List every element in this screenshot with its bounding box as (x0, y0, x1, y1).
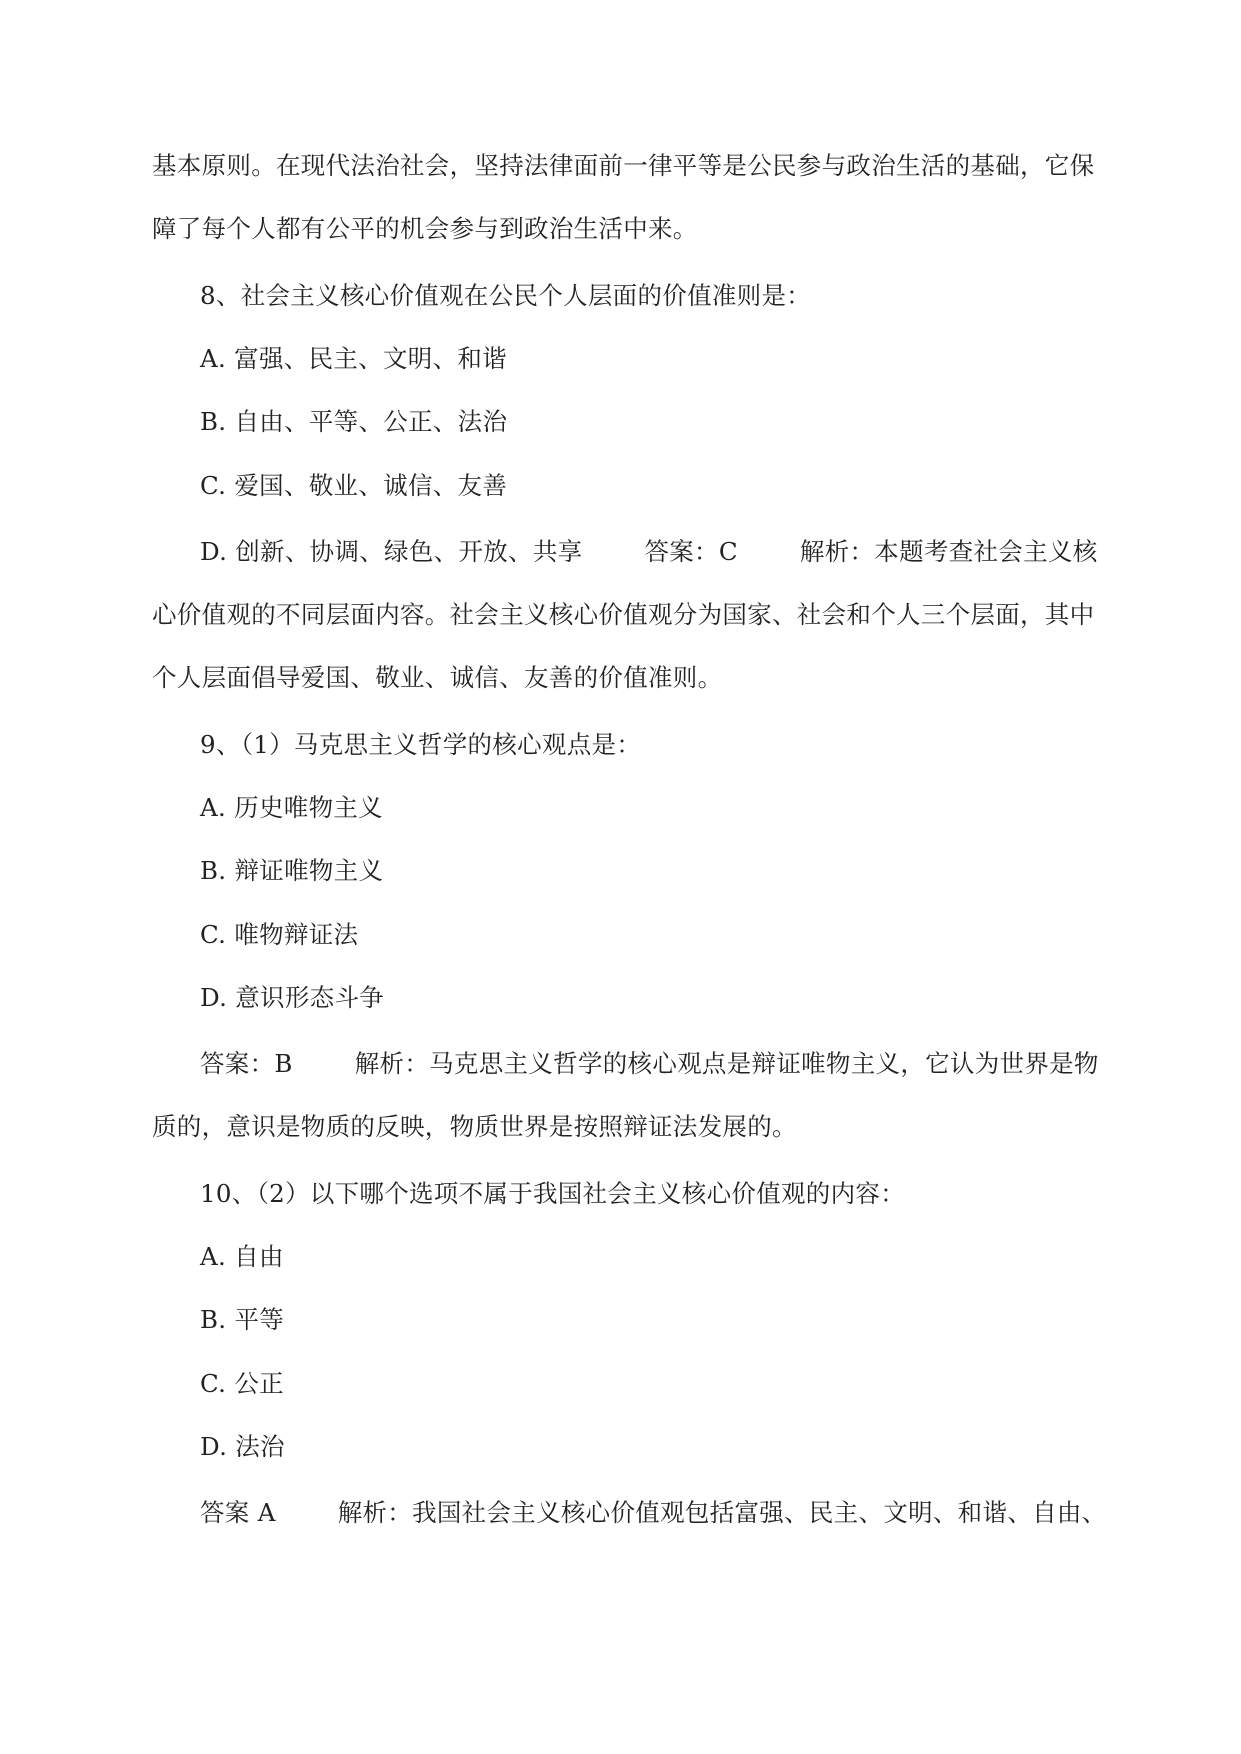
q10-answer: 答案 A (200, 1498, 276, 1527)
q9-answer-line (200, 1042, 1140, 1086)
q10-option-b: B. 平等 (200, 1305, 285, 1334)
question-8: 8、社会主义核心价值观在公民个人层面的价值准则是： (200, 281, 812, 310)
q8-option-c: C. 爱国、敬业、诚信、友善 (200, 471, 508, 500)
q10-option-c: C. 公正 (200, 1369, 284, 1398)
paragraph-line: 基本原则。在现代法治社会，坚持法律面前一律平等是公民参与政治生活的基础，它保 (152, 151, 1095, 180)
q8-analysis: 解析：本题考查社会主义核 (799, 537, 1098, 566)
q9-analysis-line: 质的，意识是物质的反映，物质世界是按照辩证法发展的。 (152, 1112, 797, 1141)
q9-answer: 答案：B (200, 1049, 293, 1078)
q8-analysis-line: 心价值观的不同层面内容。社会主义核心价值观分为国家、社会和个人三个层面，其中 (152, 600, 1095, 629)
q9-analysis: 解析：马克思主义哲学的核心观点是辩证唯物主义，它认为世界是物 (354, 1049, 1099, 1078)
q10-option-a: A. 自由 (200, 1242, 284, 1271)
q8-option-d-answer-line (200, 530, 1140, 574)
q9-option-c: C. 唯物辩证法 (200, 920, 359, 949)
q8-option-a: A. 富强、民主、文明、和谐 (200, 344, 507, 373)
q8-option-d: D. 创新、协调、绿色、开放、共享 (200, 537, 583, 566)
q8-option-b: B. 自由、平等、公正、法治 (200, 407, 508, 436)
question-10: 10、（2）以下哪个选项不属于我国社会主义核心价值观的内容： (200, 1179, 906, 1208)
paragraph-line: 障了每个人都有公平的机会参与到政治生活中来。 (152, 214, 698, 243)
q9-option-a: A. 历史唯物主义 (200, 793, 383, 822)
q9-option-b: B. 辩证唯物主义 (200, 856, 384, 885)
question-9: 9、（1）马克思主义哲学的核心观点是： (200, 730, 642, 759)
q10-analysis: 解析：我国社会主义核心价值观包括富强、民主、文明、和谐、自由、 (337, 1498, 1107, 1527)
q10-option-d: D. 法治 (200, 1432, 285, 1461)
q8-analysis-line: 个人层面倡导爱国、敬业、诚信、友善的价值准则。 (152, 663, 723, 692)
q10-answer-line (200, 1491, 1140, 1535)
q8-answer: 答案：C (644, 537, 738, 566)
q9-option-d: D. 意识形态斗争 (200, 983, 385, 1012)
